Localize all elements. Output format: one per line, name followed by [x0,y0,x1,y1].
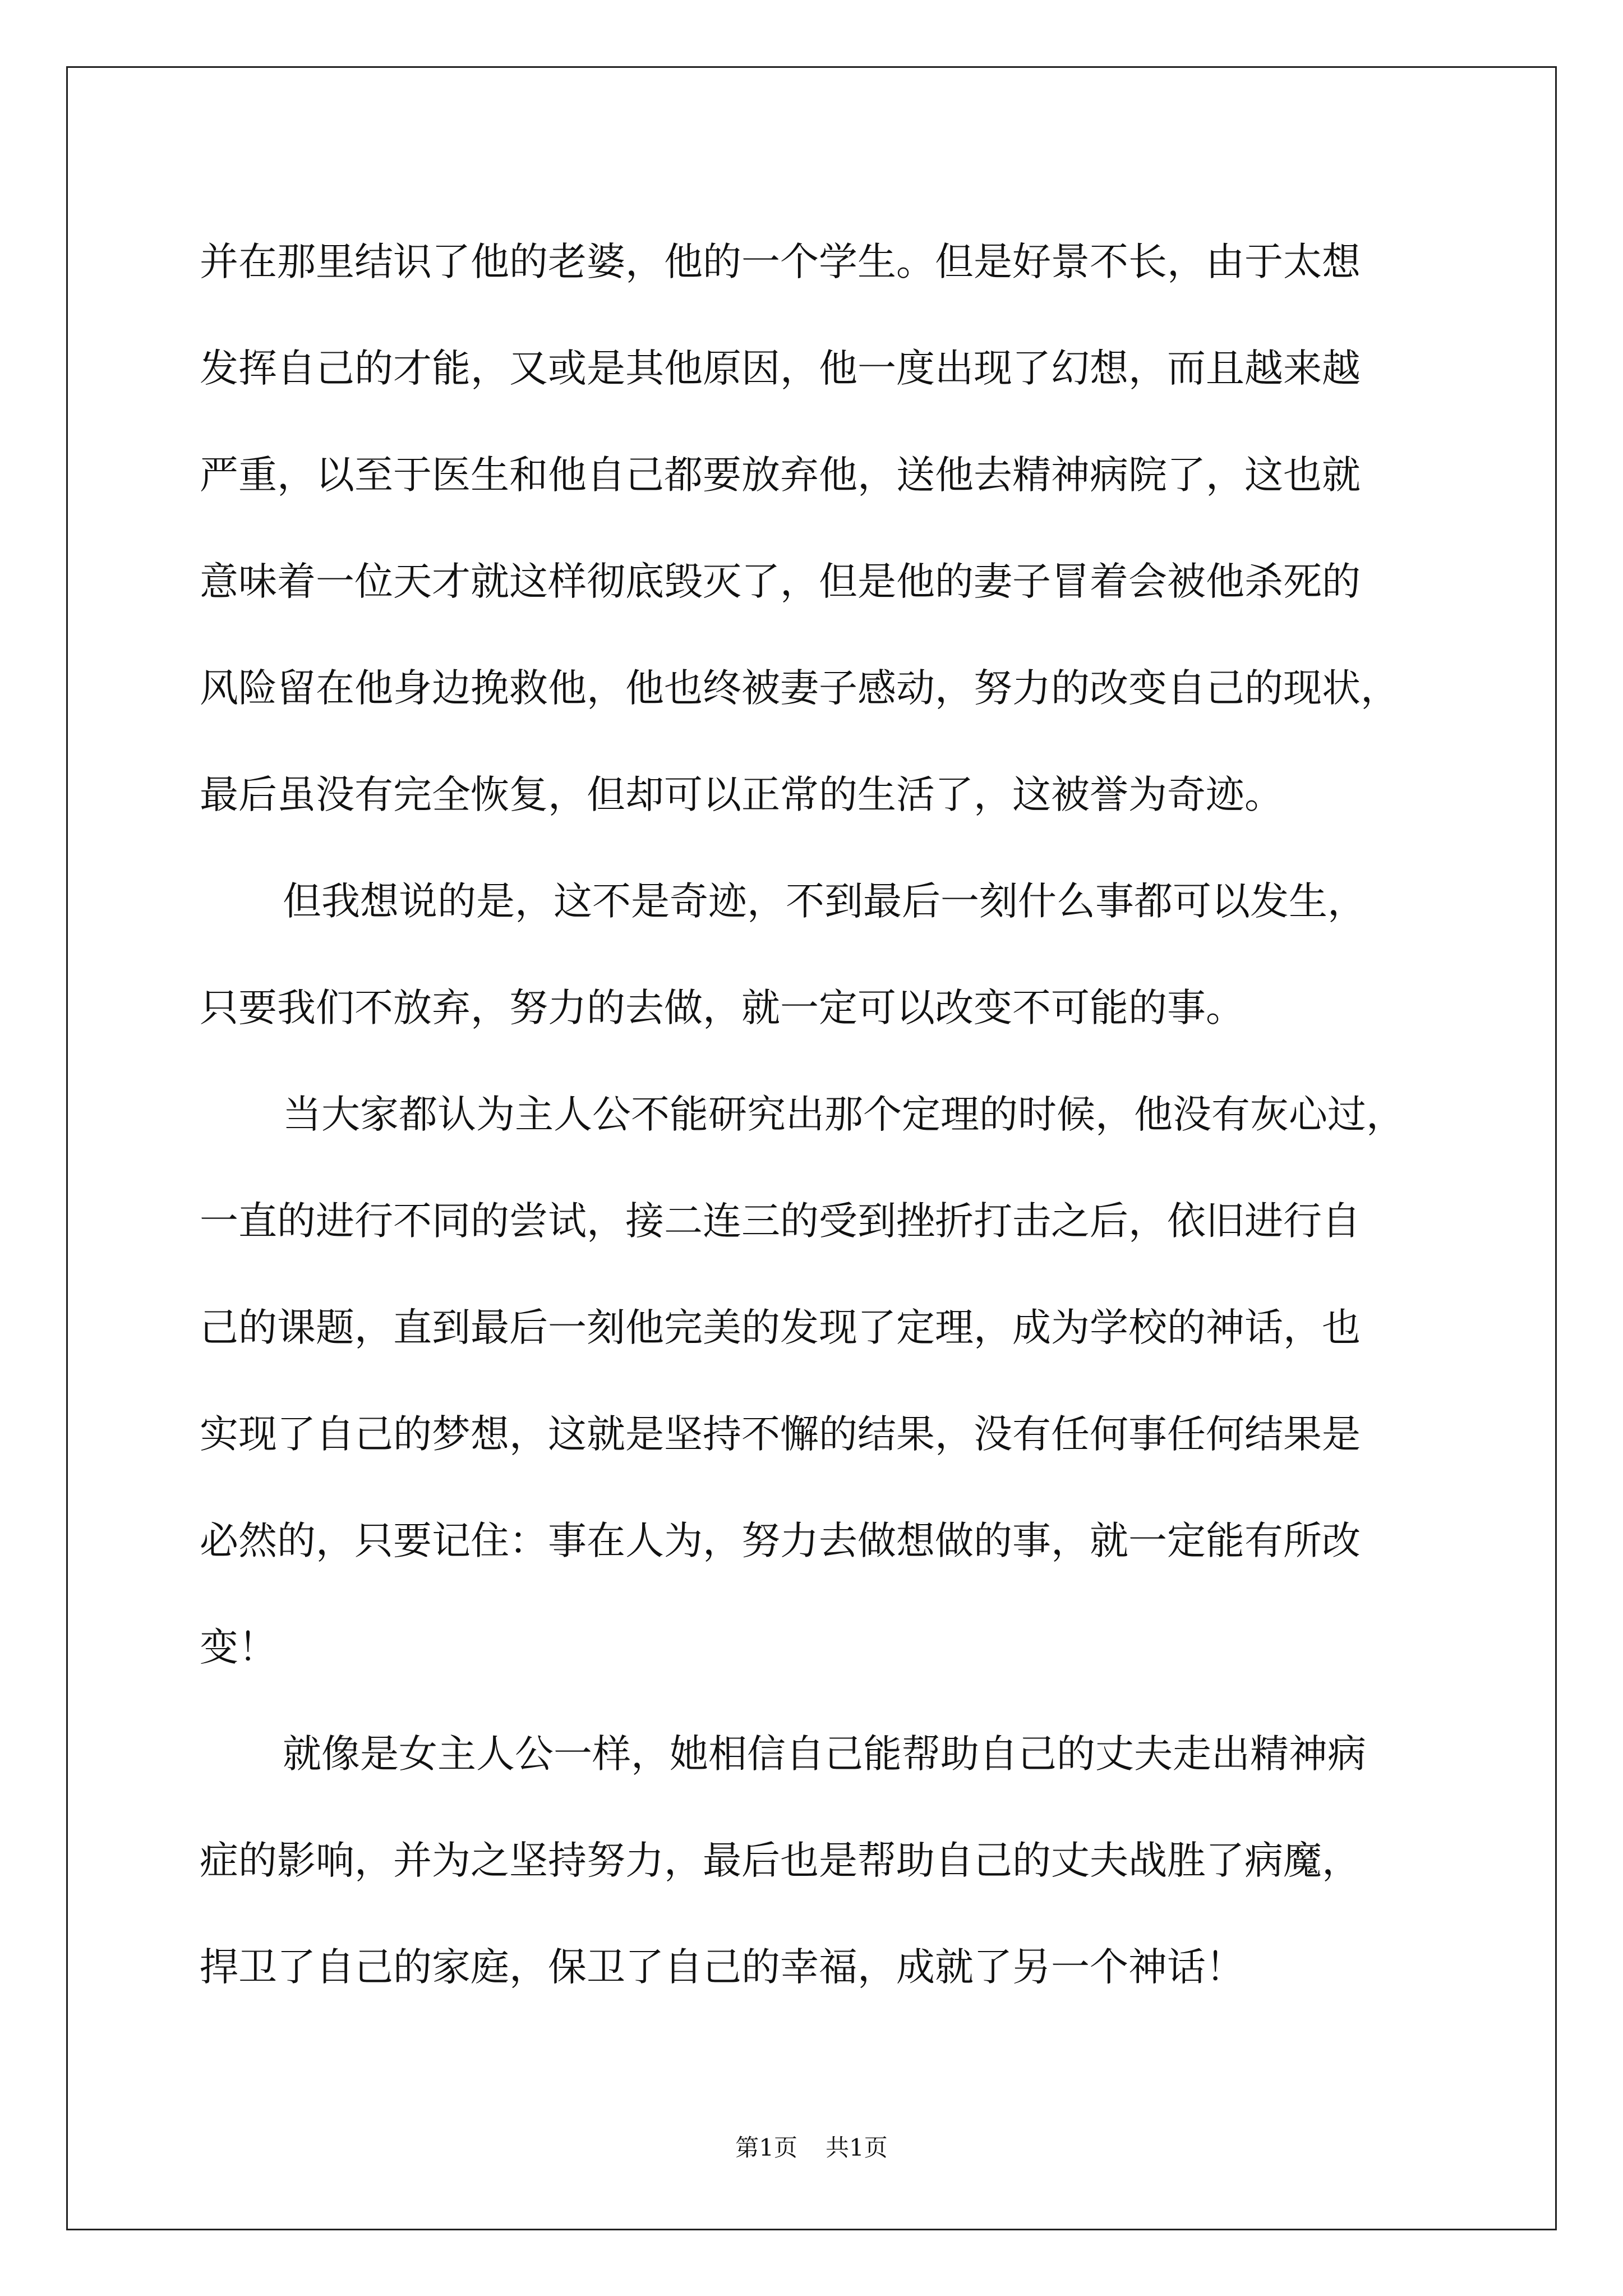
text-line: 变！ [200,1625,277,1670]
text-line: 必然的，只要记住：事在人为，努力去做想做的事，就一定能有所改 [200,1519,1361,1563]
text-line: 但我想说的是，这不是奇迹，不到最后一刻什么事都可以发生， [283,879,1366,924]
text-line: 只要我们不放弃，努力的去做，就一定可以改变不可能的事。 [200,986,1244,1030]
page-number: 第1页 [735,2134,797,2161]
page-total: 共1页 [826,2134,888,2161]
text-line: 捍卫了自己的家庭，保卫了自己的幸福，成就了另一个神话！ [200,1945,1244,1990]
text-line: 意味着一位天才就这样彻底毁灭了，但是他的妻子冒着会被他杀死的 [200,559,1361,604]
text-line: 就像是女主人公一样，她相信自己能帮助自己的丈夫走出精神病 [283,1732,1366,1777]
text-line: 风险留在他身边挽救他，他也终被妻子感动，努力的改变自己的现状， [200,666,1399,711]
page-footer [0,2129,1623,2163]
text-line: 并在那里结识了他的老婆，他的一个学生。但是好景不长，由于太想 [200,240,1361,284]
text-line: 己的课题，直到最后一刻他完美的发现了定理，成为学校的神话，也 [200,1305,1361,1350]
text-line: 实现了自己的梦想，这就是坚持不懈的结果，没有任何事任何结果是 [200,1412,1361,1457]
text-line: 当大家都认为主人公不能研究出那个定理的时候，他没有灰心过， [283,1092,1405,1137]
text-line: 发挥自己的才能，又或是其他原因，他一度出现了幻想，而且越来越 [200,346,1361,391]
document-body [200,209,1433,2021]
text-line: 症的影响，并为之坚持努力，最后也是帮助自己的丈夫战胜了病魔， [200,1838,1361,1883]
text-line: 严重，以至于医生和他自己都要放弃他，送他去精神病院了，这也就 [200,453,1361,498]
text-line: 一直的进行不同的尝试，接二连三的受到挫折打击之后，依旧进行自 [200,1199,1361,1244]
text-line: 最后虽没有完全恢复，但却可以正常的生活了，这被誉为奇迹。 [200,772,1283,817]
